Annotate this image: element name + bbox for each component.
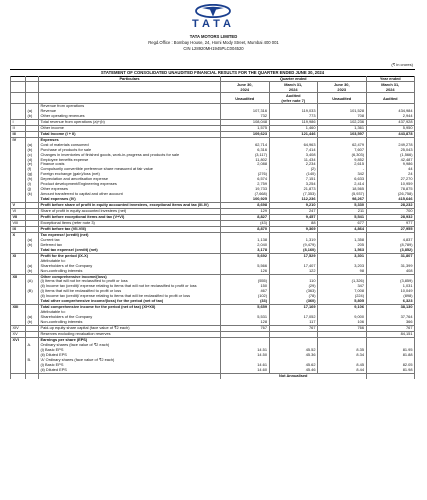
row-particulars: Cost of materials consumed [39, 143, 221, 148]
table-body [11, 104, 415, 374]
row-value-col2: (8,160) [269, 248, 318, 253]
row-value-col1: 1,138 [221, 238, 270, 243]
row-value-col3: 7,008 [318, 289, 367, 294]
row-value-col4: 84,151 [366, 331, 415, 337]
row-value-col4: 44 [366, 167, 415, 172]
row-value-col4: (1,566) [366, 153, 415, 158]
row-particulars: Other comprehensive income/(loss) [39, 274, 221, 279]
footer-cell [26, 373, 39, 378]
row-value-col2: (7,353) [269, 192, 318, 197]
currency-unit: (₹ in crores) [391, 62, 413, 67]
row-value-col3: 5,805 [318, 299, 367, 304]
row-value-col2: (29) [269, 284, 318, 289]
row-value-col4: 6,323 [366, 299, 415, 304]
row-value-col3: 8.34 [318, 353, 367, 358]
row-value-col1: 150 [221, 284, 270, 289]
row-particulars: Share of profit in equity accounted investees (net) [39, 209, 221, 215]
row-value-col1: 14.51 [221, 348, 270, 353]
row-value-col2: (363) [269, 289, 318, 294]
row-value-col1: (7,668) [221, 192, 270, 197]
row-value-col1: 467 [221, 289, 270, 294]
row-value-col4: 977 [366, 220, 415, 226]
row-value-col4: 437,928 [366, 119, 415, 125]
row-particulars: (ii) Income tax (credit)/ expense relating to items that will be reclassified to profit or loss [39, 294, 221, 299]
row-value-col3: 708 [318, 114, 367, 119]
row-sub-index: (b) [26, 269, 39, 274]
row-value-col1: 129 [221, 209, 270, 215]
row-particulars: Total other comprehensive income/(loss) for the period (net of tax) [39, 299, 221, 304]
col2-date-text: March 31, [284, 82, 303, 87]
not-annualised-note: Not Annualised [221, 373, 367, 378]
row-particulars: (ii) Diluted EPS [39, 368, 221, 373]
row-value-col2: 3,408 [269, 153, 318, 158]
row-value-col3: 7,607 [318, 148, 367, 153]
row-value-col4: 38,130 [366, 305, 415, 310]
col4-date [366, 82, 415, 93]
row-value-col2: 17,407 [269, 264, 318, 269]
row-particulars: 'A' Ordinary shares (face value of ₹2 each) [39, 358, 221, 363]
row-roman-numeral: II [11, 125, 26, 131]
row-value-col2: 7,151 [269, 177, 318, 182]
row-roman-numeral: XIV [11, 326, 26, 332]
row-value-col4: 82.05 [366, 363, 415, 368]
row-value-col4: 28,232 [366, 203, 415, 209]
row-particulars: Earnings per share (EPS) [39, 337, 221, 342]
row-value-col3: 98 [318, 269, 367, 274]
row-value-col3: 8.45 [318, 363, 367, 368]
row-particulars: Depreciation and amortisation expense [39, 177, 221, 182]
row-value-col3: 766 [318, 326, 367, 332]
row-value-col4: 10,049 [366, 289, 415, 294]
row-value-col1: (43) [221, 220, 270, 226]
row-value-col2: (140) [269, 172, 318, 177]
row-particulars: Current tax [39, 238, 221, 243]
row-value-col4: 10,959 [366, 182, 415, 187]
row-sub-index: (b) [26, 243, 39, 248]
row-value-col4: 700 [366, 209, 415, 215]
row-value-col4: 443,878 [366, 131, 415, 137]
header-cell [11, 93, 26, 104]
row-sub-index: (d) [26, 158, 39, 163]
footer-cell [366, 373, 415, 378]
header-cell [39, 93, 221, 104]
row-value-col4: 81.88 [366, 353, 415, 358]
col3-status: Unaudited [318, 93, 367, 104]
row-value-col4: (26,758) [366, 192, 415, 197]
row-value-col1: (3,117) [221, 153, 270, 158]
row-value-col1: 14.50 [221, 353, 270, 358]
row-value-col2: 767 [269, 326, 318, 332]
row-value-col1: 11,802 [221, 158, 270, 163]
row-particulars: Finance costs [39, 162, 221, 167]
row-value-col1: 6,316 [221, 148, 270, 153]
row-value-col2: 45.46 [269, 368, 318, 373]
row-value-col1: 1,575 [221, 125, 270, 131]
row-value-col3: 342 [318, 172, 367, 177]
row-value-col3: 2,615 [318, 162, 367, 167]
tata-logo-icon [194, 4, 232, 18]
row-value-col3: 677 [318, 220, 367, 226]
row-value-col2: 119,033 [269, 109, 318, 114]
row-value-col4: (3,852) [366, 248, 415, 253]
row-value-col3: 6,633 [318, 177, 367, 182]
row-particulars: Deferred tax [39, 243, 221, 248]
row-value-col2: 121,446 [269, 131, 318, 137]
row-value-col4: 1,031 [366, 284, 415, 289]
row-roman-numeral: VII [11, 215, 26, 221]
row-value-col1: 2,040 [221, 243, 270, 248]
row-value-col3: 1,358 [318, 238, 367, 243]
row-value-col1: 100,925 [221, 197, 270, 202]
row-value-col2: 773 [269, 114, 318, 119]
row-roman-numeral: IX [11, 226, 26, 232]
row-value-col2: 9,369 [269, 226, 318, 232]
row-value-col2: 7,414 [269, 148, 318, 153]
year-ended-header: Year ended [366, 76, 415, 82]
footer-cell [39, 373, 221, 378]
row-value-col2: (78) [269, 294, 318, 299]
row-roman-numeral: XVI [11, 337, 26, 342]
row-value-col4: 78,875 [366, 187, 415, 192]
row-value-col1: 2,088 [221, 162, 270, 167]
row-value-col3: (224) [318, 294, 367, 299]
row-value-col2: 11,434 [269, 158, 318, 163]
row-value-col3: 205 [318, 243, 367, 248]
col4-year-text: 2024 [385, 87, 395, 92]
row-particulars: Non-controlling interests [39, 320, 221, 325]
row-value-col2: (9,479) [269, 243, 318, 248]
col1-status: Unaudited [221, 93, 270, 104]
row-value-col2: (360) [269, 299, 318, 304]
quarter-ended-header: Quarter ended [221, 76, 367, 82]
row-value-col4: 249,278 [366, 143, 415, 148]
row-value-col4: 31,807 [366, 253, 415, 258]
row-value-col4: 415,646 [366, 197, 415, 202]
cin-number: CIN L28920MH1945PLC004520 [183, 46, 244, 51]
row-value-col1: 5,659 [221, 305, 270, 310]
row-sub-index: (a) [26, 109, 39, 114]
header-cell [26, 93, 39, 104]
row-particulars: (ii) Diluted EPS [39, 353, 221, 358]
row-roman-numeral: V [11, 203, 26, 209]
row-value-col2: 88 [269, 220, 318, 226]
col1-year-text: 2024 [240, 87, 250, 92]
row-value-col4: 434,984 [366, 109, 415, 114]
row-value-col1: 128 [221, 320, 270, 325]
row-value-col1: - [221, 167, 270, 172]
row-sub-index: A. [26, 343, 39, 348]
row-value-col4: 366 [366, 320, 415, 325]
row-sub-index: (B) [26, 289, 39, 294]
row-particulars: Purchase of products for sale [39, 148, 221, 153]
row-particulars: Exceptional Items (refer note 3) [39, 220, 221, 226]
col4-date-text: March 31, [381, 82, 400, 87]
row-value-col4: 37,764 [366, 315, 415, 320]
row-particulars: Total tax expense/ (credit) (net) [39, 248, 221, 253]
company-name: TATA MOTORS LIMITED [189, 34, 238, 39]
row-value-col4: 27,955 [366, 226, 415, 232]
col3-year-text: 2023 [337, 87, 347, 92]
row-value-col4: (8,789) [366, 243, 415, 248]
row-particulars: Total comprehensive income for the period (net of tax) (XI+XII) [39, 305, 221, 310]
row-value-col3: 101,528 [318, 109, 367, 114]
row-roman-numeral: XI [11, 253, 26, 258]
row-value-col3: 5,541 [318, 215, 367, 221]
row-value-col2: 1,319 [269, 238, 318, 243]
row-value-col1: 14.61 [221, 363, 270, 368]
row-sub-index: (b) [26, 320, 39, 325]
row-value-col2: 17,169 [269, 305, 318, 310]
row-particulars: Foreign exchange (gain)/loss (net) [39, 172, 221, 177]
row-value-col4: 27,270 [366, 177, 415, 182]
statement-title: STATEMENT OF CONSOLIDATED UNAUDITED FINANCIAL RESULTS FOR THE QUARTER ENDED JUNE 30, 2024 [10, 69, 415, 77]
row-sub-index: (e) [26, 162, 39, 167]
row-particulars: Other operating revenues [39, 114, 221, 119]
row-value-col3: (5,937) [318, 192, 367, 197]
row-value-col1: (555) [221, 279, 270, 284]
row-value-col2: 9,210 [269, 203, 318, 209]
col3-date [318, 82, 367, 93]
row-value-col1: 8,870 [221, 226, 270, 232]
row-sub-index: (h) [26, 177, 39, 182]
row-value-col1: 19,733 [221, 187, 270, 192]
header-cell [39, 82, 221, 93]
row-value-col4: 81.95 [366, 348, 415, 353]
row-value-col3: 1,361 [318, 125, 367, 131]
row-sub-index: (a) [26, 238, 39, 243]
row-particulars: Total revenue from operations (a)+(b) [39, 119, 221, 125]
row-particulars: (i) Items that will be reclassified to profit or loss [39, 289, 221, 294]
row-particulars: (ii) Income tax (credit)/ expense relating to items that will not be reclassified to profit or loss [39, 284, 221, 289]
row-value-col2: 119,986 [269, 119, 318, 125]
row-value-col1: 5,566 [221, 264, 270, 269]
row-value-col3: 8.35 [318, 348, 367, 353]
col2-year-text: 2024 [288, 87, 298, 92]
row-roman-numeral: IV [11, 137, 26, 142]
row-value-col1: 108,048 [221, 119, 270, 125]
row-value-col1: 5,692 [221, 253, 270, 258]
row-roman-numeral: III [11, 131, 26, 137]
row-particulars: (i) Basic EPS [39, 348, 221, 353]
row-particulars: Compulsorily convertible preference share measured at fair value [39, 167, 221, 172]
row-value-col1: 5,531 [221, 315, 270, 320]
row-roman-numeral: X [11, 232, 26, 237]
row-value-col3: 62,479 [318, 143, 367, 148]
row-sub-index: (a) [26, 143, 39, 148]
row-value-col4: 4,837 [366, 238, 415, 243]
financial-results-table [10, 76, 415, 379]
col2-status-text: Audited [286, 93, 301, 98]
row-value-col3: 98,267 [318, 197, 367, 202]
row-particulars: (i) Basic EPS [39, 363, 221, 368]
row-particulars: Profit before share of profit in equity accounted investees, exceptional items and tax (III-IV) [39, 203, 221, 209]
row-sub-index: (j) [26, 187, 39, 192]
row-value-col4: 2,944 [366, 114, 415, 119]
header-cell [26, 82, 39, 93]
row-value-col2: 45.36 [269, 353, 318, 358]
row-value-col3: 102,236 [318, 119, 367, 125]
row-value-col1: 14.60 [221, 368, 270, 373]
row-roman-numeral: VIII [11, 220, 26, 226]
row-value-col3: 2,414 [318, 182, 367, 187]
row-value-col2: 17,529 [269, 253, 318, 258]
row-value-col2: 45.52 [269, 348, 318, 353]
row-value-col2: (2) [269, 167, 318, 172]
row-particulars: Expenses [39, 137, 221, 142]
row-value-col4: 408 [366, 269, 415, 274]
brand-wordmark: TATA [192, 18, 235, 30]
col2-date [269, 82, 318, 93]
row-value-col2: 247 [269, 209, 318, 215]
row-roman-numeral: XII [11, 274, 26, 279]
col1-date [221, 82, 270, 93]
row-value-col4: 81.98 [366, 368, 415, 373]
row-sub-index: (f) [26, 167, 39, 172]
row-particulars: Reserves excluding revaluation reserves [39, 331, 221, 337]
row-value-col1: (276) [221, 172, 270, 177]
row-value-col3: 5,330 [318, 203, 367, 209]
row-value-col1: 126 [221, 269, 270, 274]
row-value-col3: 4,864 [318, 226, 367, 232]
row-value-col2: 21,873 [269, 187, 318, 192]
row-value-col4: 24 [366, 172, 415, 177]
row-value-col3: (6,303) [318, 153, 367, 158]
row-particulars: Amount transferred to capital and other account [39, 192, 221, 197]
row-value-col1: 109,623 [221, 131, 270, 137]
row-roman-numeral: I [11, 119, 26, 125]
col3-date-text: June 30, [333, 82, 350, 87]
row-value-col2: 9,457 [269, 215, 318, 221]
row-value-col1: (33) [221, 299, 270, 304]
row-particulars: Shareholders of the Company [39, 264, 221, 269]
row-particulars: Revenue [39, 109, 221, 114]
row-value-col4: 9,986 [366, 162, 415, 167]
row-value-col3: 106 [318, 320, 367, 325]
row-value-col3: (1,326) [318, 279, 367, 284]
row-value-col1: 732 [221, 114, 270, 119]
row-particulars: Profit for the period (IX-X) [39, 253, 221, 258]
row-sub-index: (b) [26, 114, 39, 119]
row-value-col2: 45.62 [269, 363, 318, 368]
row-particulars: Other expenses [39, 187, 221, 192]
row-value-col3: 9,106 [318, 305, 367, 310]
row-sub-index: (c) [26, 153, 39, 158]
row-value-col3: 9,000 [318, 315, 367, 320]
row-value-col1: 767 [221, 326, 270, 332]
row-value-col2: 64,963 [269, 143, 318, 148]
row-value-col3: - [318, 167, 367, 172]
row-value-col2: 117 [269, 320, 318, 325]
row-value-col2: 17,052 [269, 315, 318, 320]
row-value-col2: 110 [269, 279, 318, 284]
row-value-col3: 3,203 [318, 264, 367, 269]
row-value-col2: 112,236 [269, 197, 318, 202]
row-value-col1: (102) [221, 294, 270, 299]
row-value-col2: 1,460 [269, 125, 318, 131]
row-particulars: Profit before exceptional items and tax (V+VI) [39, 215, 221, 221]
row-particulars: Other income [39, 125, 221, 131]
row-sub-index: (i) [26, 182, 39, 187]
row-value-col4: 28,932 [366, 215, 415, 221]
row-particulars: Ordinary shares (face value of ₹2 each) [39, 343, 221, 348]
row-particulars: Revenue from operations [39, 104, 221, 109]
row-sub-index: (A) [26, 279, 39, 284]
row-value-col3: 9,852 [318, 158, 367, 163]
row-sub-index: (k) [26, 192, 39, 197]
row-value-col4: 42,487 [366, 158, 415, 163]
row-value-col2: 3,254 [269, 182, 318, 187]
row-value-col3: 18,565 [318, 187, 367, 192]
row-particulars: Changes in inventories of finished goods, work-in-progress and products for sale [39, 153, 221, 158]
row-value-col3: 1,563 [318, 248, 367, 253]
col1-date-text: June 30, [236, 82, 253, 87]
particulars-header: Particulars [39, 76, 221, 82]
row-roman-numeral: XV [11, 331, 26, 337]
row-value-col1: 6,574 [221, 177, 270, 182]
row-particulars: Total expenses (IV) [39, 197, 221, 202]
row-value-col3: 211 [318, 209, 367, 215]
row-value-col1: 8,827 [221, 215, 270, 221]
row-value-col4: 25,043 [366, 148, 415, 153]
row-value-col4: (3,859) [366, 279, 415, 284]
row-sub-index: (g) [26, 172, 39, 177]
footer-cell [11, 373, 26, 378]
row-roman-numeral: VI [11, 209, 26, 215]
row-particulars: (i) Items that will not be reclassified to profit or loss [39, 279, 221, 284]
col2-note: (refer note 7) [281, 98, 306, 103]
col2-status [269, 93, 318, 104]
row-particulars: Shareholders of the Company [39, 315, 221, 320]
registered-office: Regd.Office : Bombay House, 24, Homi Mody Street, Mumbai 400 001 [148, 40, 279, 45]
row-particulars: Paid-up equity share capital (face value of ₹2 each) [39, 326, 221, 332]
row-particulars: Attributable to: [39, 259, 221, 264]
row-value-col2: 122 [269, 269, 318, 274]
header-cell [11, 82, 26, 93]
row-value-col4: 31,399 [366, 264, 415, 269]
row-sub-index: B. [26, 358, 39, 363]
row-particulars: Product development/Engineering expenses [39, 182, 221, 187]
row-value-col3: 8.44 [318, 368, 367, 373]
row-value-col1: 62,714 [221, 143, 270, 148]
row-value-col1: 3,178 [221, 248, 270, 253]
row-particulars: Total Income (I + II) [39, 131, 221, 137]
col4-status: Audited [366, 93, 415, 104]
row-value-col1: 2,759 [221, 182, 270, 187]
row-particulars: Profit before tax (VII-VIII) [39, 226, 221, 232]
row-particulars: Non-controlling interests [39, 269, 221, 274]
row-particulars: Attributable to: [39, 310, 221, 315]
row-value-col2: 2,234 [269, 162, 318, 167]
row-value-col3: 103,597 [318, 131, 367, 137]
row-value-col4: 767 [366, 326, 415, 332]
row-value-col3: 3,301 [318, 253, 367, 258]
row-value-col3: 347 [318, 284, 367, 289]
row-sub-index: (a) [26, 264, 39, 269]
row-value-col1: 107,316 [221, 109, 270, 114]
row-roman-numeral: XIII [11, 305, 26, 310]
row-particulars: Employee benefits expense [39, 158, 221, 163]
row-value-col1: 8,698 [221, 203, 270, 209]
row-particulars: Tax expense/ (credit) (net) [39, 232, 221, 237]
row-value-col4: 5,950 [366, 125, 415, 131]
row-sub-index: (a) [26, 315, 39, 320]
row-sub-index: (b) [26, 148, 39, 153]
row-value-col4: (898) [366, 294, 415, 299]
